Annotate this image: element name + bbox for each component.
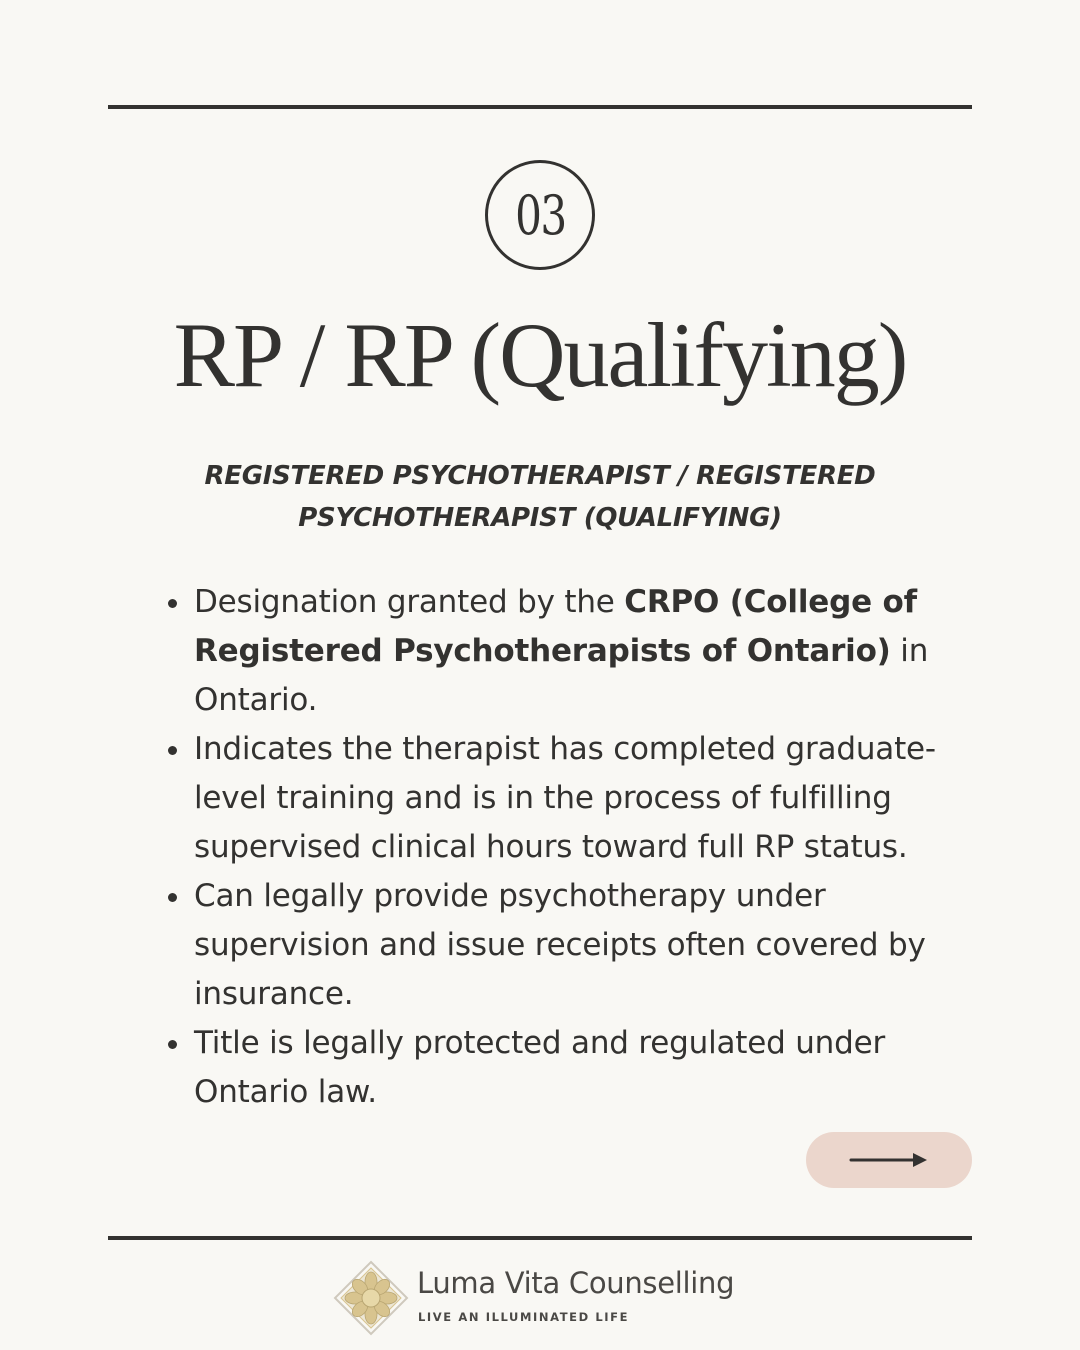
subtitle-line-2: PSYCHOTHERAPIST (QUALIFYING) [298, 503, 782, 533]
step-number-badge [485, 160, 595, 270]
list-item [160, 872, 960, 1019]
bullet-text: Title is legally protected and regulated under Ontario law. [194, 1025, 886, 1110]
top-divider [108, 105, 972, 109]
arrow-right-icon [849, 1150, 929, 1170]
footer-brand [333, 1260, 753, 1336]
list-item [160, 725, 960, 872]
flower-diamond-logo-icon [333, 1260, 409, 1336]
list-item [160, 1019, 960, 1117]
step-number: 03 [514, 183, 566, 247]
bullet-text: Designation granted by the [194, 584, 625, 620]
subtitle-line-1: REGISTERED PSYCHOTHERAPIST / REGISTERED [204, 461, 876, 491]
brand-name: Luma Vita Counselling [417, 1266, 735, 1300]
brand-tagline: LIVE AN ILLUMINATED LIFE [418, 1310, 630, 1324]
bullet-bold-text: CRPO (College of Registered Psychotherapists of Ontario) [194, 584, 917, 669]
bullet-text: Can legally provide psychotherapy under supervision and issue receipts often covered by insurance. [194, 878, 926, 1012]
bottom-divider [108, 1236, 972, 1240]
bullet-text: Indicates the therapist has completed graduate-level training and is in the process of fulfilling supervised clinical hours toward full RP status. [194, 731, 936, 865]
bullet-text: in Ontario. [194, 633, 929, 718]
page-title: RP / RP (Qualifying) [173, 304, 907, 406]
next-button[interactable] [806, 1132, 972, 1188]
subtitle [150, 455, 930, 539]
list-item [160, 578, 960, 725]
bullet-list [160, 578, 960, 1117]
